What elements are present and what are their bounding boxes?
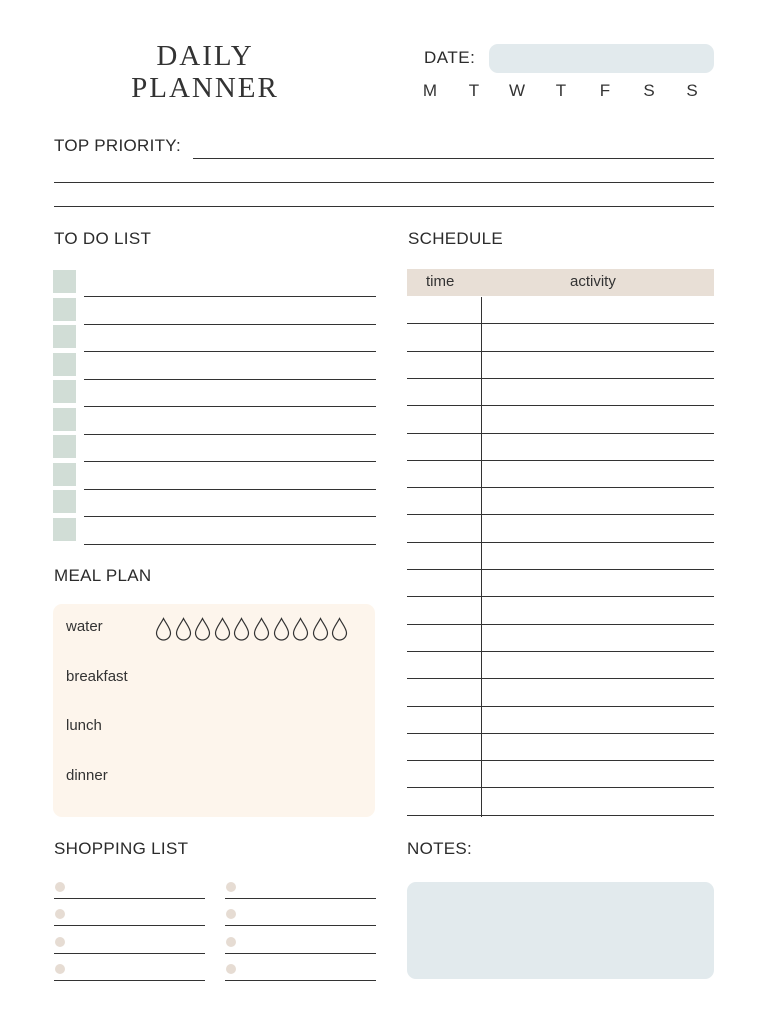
date-field[interactable] (489, 44, 714, 73)
dinner-label: dinner (66, 767, 108, 784)
water-drop-icon[interactable] (253, 617, 270, 641)
schedule-header (407, 269, 714, 296)
todo-item-line[interactable] (84, 461, 376, 462)
schedule-activity-column-header: activity (570, 273, 616, 290)
shopping-item-line[interactable] (54, 925, 205, 926)
water-drop-icon[interactable] (273, 617, 290, 641)
todo-item-line[interactable] (84, 406, 376, 407)
todo-item-line[interactable] (84, 379, 376, 380)
water-tracker (155, 617, 348, 641)
schedule-time-column-header: time (426, 273, 455, 290)
shopping-item-line[interactable] (225, 925, 376, 926)
bullet-dot-icon (55, 909, 65, 919)
shopping-item-line[interactable] (54, 953, 205, 954)
todo-checkbox[interactable] (53, 435, 76, 458)
breakfast-label: breakfast (66, 668, 128, 685)
water-drop-icon[interactable] (233, 617, 250, 641)
todo-checkbox[interactable] (53, 518, 76, 541)
shopping-item-line[interactable] (54, 980, 205, 981)
schedule-row-line[interactable] (407, 706, 714, 707)
schedule-row-line[interactable] (407, 433, 714, 434)
schedule-row-line[interactable] (407, 678, 714, 679)
schedule-row-line[interactable] (407, 460, 714, 461)
todo-item-line[interactable] (84, 324, 376, 325)
top-priority-line-3[interactable] (54, 206, 714, 207)
schedule-row-line[interactable] (407, 787, 714, 788)
notes-field[interactable] (407, 882, 714, 979)
schedule-row-line[interactable] (407, 815, 714, 816)
lunch-label: lunch (66, 717, 102, 734)
schedule-row-line[interactable] (407, 760, 714, 761)
todo-checkbox[interactable] (53, 325, 76, 348)
todo-item-line[interactable] (84, 296, 376, 297)
todo-checkbox[interactable] (53, 408, 76, 431)
bullet-dot-icon (226, 909, 236, 919)
top-priority-line-1[interactable] (193, 158, 714, 159)
weekday-3[interactable]: T (555, 81, 567, 100)
bullet-dot-icon (226, 937, 236, 947)
schedule-row-line[interactable] (407, 405, 714, 406)
schedule-row-line[interactable] (407, 378, 714, 379)
water-drop-icon[interactable] (194, 617, 211, 641)
schedule-column-divider (481, 297, 482, 817)
weekday-4[interactable]: F (599, 81, 611, 100)
bullet-dot-icon (226, 964, 236, 974)
shopping-item-line[interactable] (225, 980, 376, 981)
shopping-list-heading: SHOPPING LIST (54, 839, 189, 858)
top-priority-line-2[interactable] (54, 182, 714, 183)
shopping-item-line[interactable] (225, 953, 376, 954)
bullet-dot-icon (55, 964, 65, 974)
bullet-dot-icon (55, 937, 65, 947)
todo-item-line[interactable] (84, 544, 376, 545)
notes-heading: NOTES: (407, 839, 473, 858)
schedule-row-line[interactable] (407, 596, 714, 597)
todo-heading: TO DO LIST (54, 229, 152, 248)
todo-checkbox[interactable] (53, 490, 76, 513)
schedule-heading: SCHEDULE (408, 229, 503, 248)
planner-title-line-1: DAILY (156, 40, 254, 72)
date-label: DATE: (424, 48, 476, 67)
top-priority-label: TOP PRIORITY: (54, 136, 182, 155)
water-drop-icon[interactable] (331, 617, 348, 641)
shopping-item-line[interactable] (225, 898, 376, 899)
water-drop-icon[interactable] (312, 617, 329, 641)
water-drop-icon[interactable] (214, 617, 231, 641)
water-drop-icon[interactable] (175, 617, 192, 641)
weekday-2[interactable]: W (508, 81, 526, 100)
schedule-row-line[interactable] (407, 542, 714, 543)
schedule-row-line[interactable] (407, 651, 714, 652)
weekday-0[interactable]: M (422, 81, 438, 100)
weekday-5[interactable]: S (643, 81, 655, 100)
schedule-row-line[interactable] (407, 514, 714, 515)
todo-checkbox[interactable] (53, 463, 76, 486)
weekday-6[interactable]: S (686, 81, 698, 100)
water-label: water (66, 618, 103, 635)
todo-checkbox[interactable] (53, 298, 76, 321)
todo-item-line[interactable] (84, 489, 376, 490)
schedule-row-line[interactable] (407, 624, 714, 625)
schedule-row-line[interactable] (407, 569, 714, 570)
bullet-dot-icon (55, 882, 65, 892)
todo-checkbox[interactable] (53, 270, 76, 293)
todo-checkbox[interactable] (53, 353, 76, 376)
water-drop-icon[interactable] (155, 617, 172, 641)
todo-item-line[interactable] (84, 351, 376, 352)
todo-item-line[interactable] (84, 434, 376, 435)
bullet-dot-icon (226, 882, 236, 892)
todo-checkbox[interactable] (53, 380, 76, 403)
todo-item-line[interactable] (84, 516, 376, 517)
schedule-row-line[interactable] (407, 323, 714, 324)
schedule-row-line[interactable] (407, 351, 714, 352)
meal-plan-heading: MEAL PLAN (54, 566, 152, 585)
schedule-row-line[interactable] (407, 487, 714, 488)
planner-title-line-2: PLANNER (131, 72, 279, 104)
weekday-1[interactable]: T (468, 81, 480, 100)
water-drop-icon[interactable] (292, 617, 309, 641)
shopping-item-line[interactable] (54, 898, 205, 899)
schedule-row-line[interactable] (407, 733, 714, 734)
